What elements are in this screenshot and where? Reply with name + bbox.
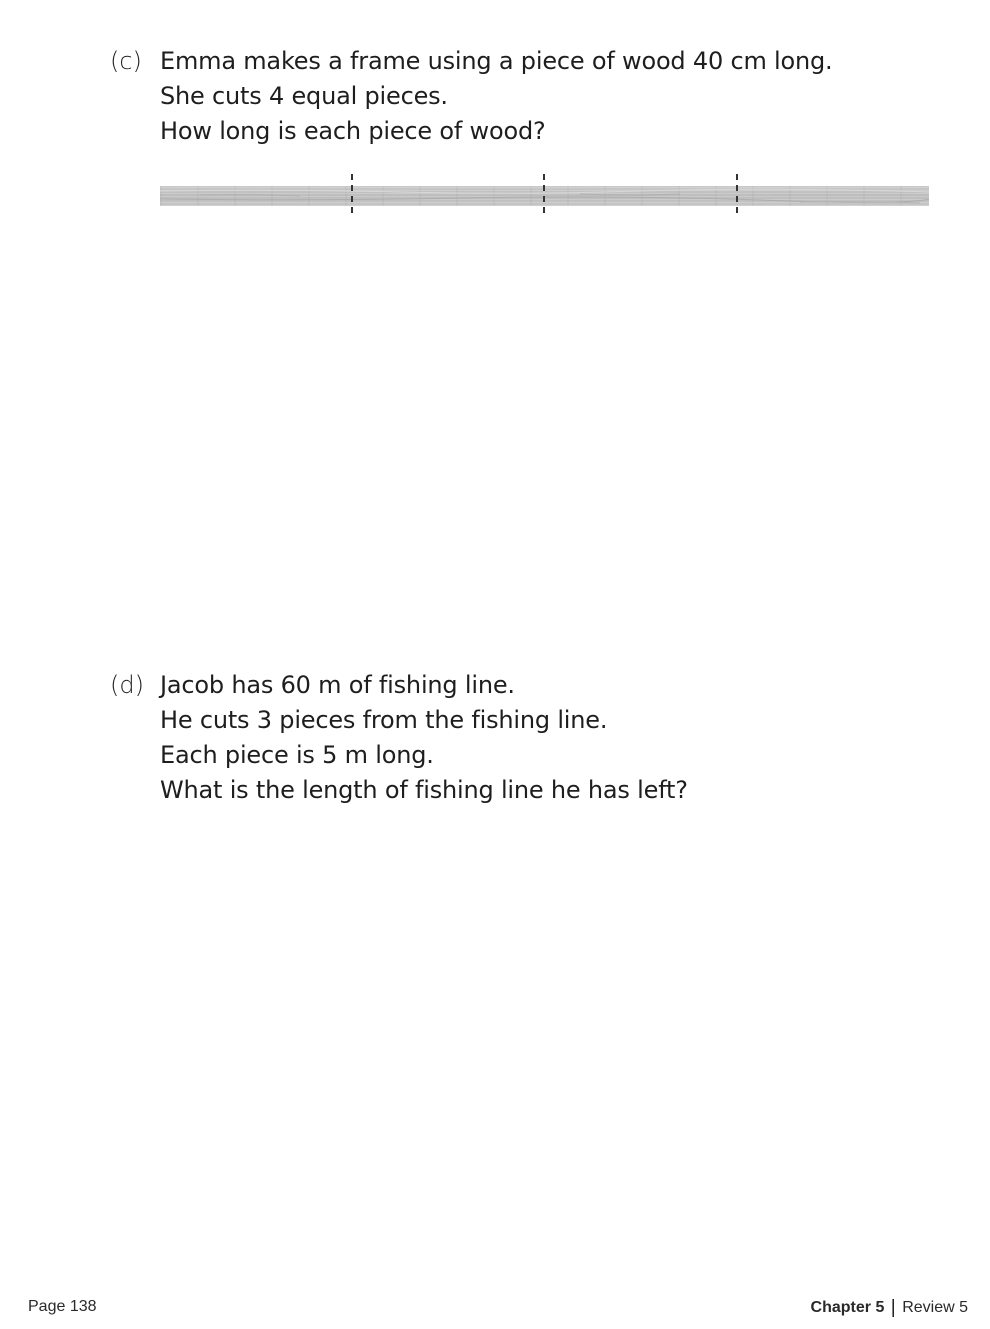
question-c-text bbox=[160, 44, 920, 149]
section-label: Review 5 bbox=[902, 1299, 968, 1316]
question-c-line-3: How long is each piece of wood? bbox=[160, 117, 546, 145]
question-d-label: (d) bbox=[110, 671, 144, 699]
question-c-label: (c) bbox=[110, 47, 142, 75]
chapter-footer bbox=[811, 1297, 968, 1318]
wood-plank-figure bbox=[160, 174, 929, 220]
page-number: Page 138 bbox=[28, 1298, 97, 1315]
chapter-label: Chapter 5 bbox=[810, 1299, 885, 1316]
cut-mark-2 bbox=[543, 174, 545, 218]
question-d-line-1: Jacob has 60 m of fishing line. bbox=[160, 671, 515, 699]
question-d-text bbox=[160, 668, 920, 808]
question-c-line-2: She cuts 4 equal pieces. bbox=[160, 82, 448, 110]
footer-separator: | bbox=[890, 1297, 896, 1318]
question-d-line-2: He cuts 3 pieces from the fishing line. bbox=[160, 706, 608, 734]
cut-mark-3 bbox=[736, 174, 738, 218]
cut-mark-1 bbox=[351, 174, 353, 218]
question-d-line-3: Each piece is 5 m long. bbox=[160, 741, 434, 769]
question-d-line-4: What is the length of fishing line he has left? bbox=[160, 776, 688, 804]
question-c-line-1: Emma makes a frame using a piece of wood 40 cm long. bbox=[160, 47, 833, 75]
